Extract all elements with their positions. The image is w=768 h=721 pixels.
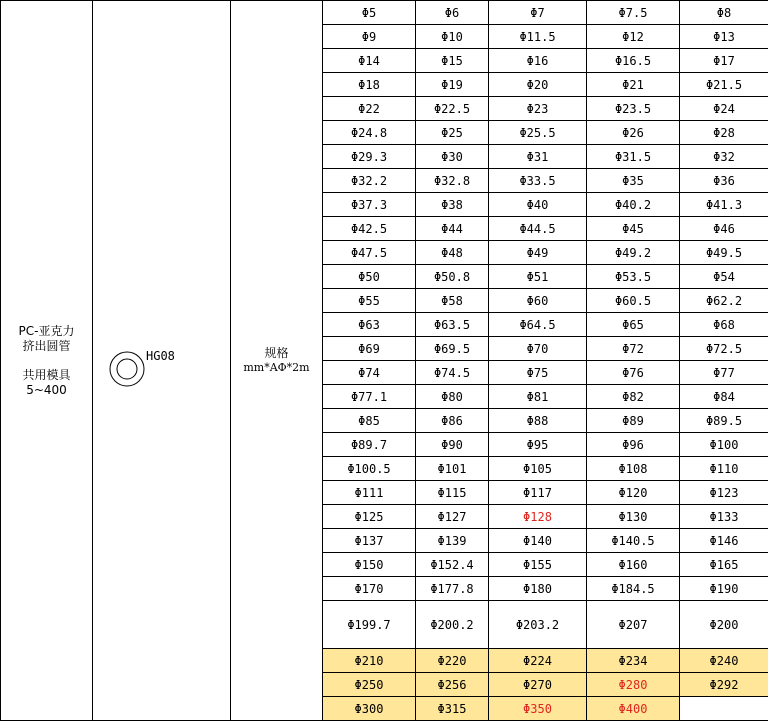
size-cell: Φ170 [323, 577, 416, 601]
size-cell: Φ7 [489, 1, 587, 25]
size-cell: Φ240 [680, 649, 768, 673]
size-cell: Φ25 [416, 121, 489, 145]
size-cell: Φ44 [416, 217, 489, 241]
size-cell: Φ48 [416, 241, 489, 265]
size-cell: Φ12 [587, 25, 680, 49]
size-cell: Φ77 [680, 361, 768, 385]
mold-note-line1: 共用模具 [22, 368, 70, 382]
size-cell: Φ146 [680, 529, 768, 553]
size-cell: Φ280 [587, 673, 680, 697]
product-code: HG08 [146, 349, 175, 363]
size-cell: Φ292 [680, 673, 768, 697]
size-cell: Φ120 [587, 481, 680, 505]
size-cell: Φ200.2 [416, 601, 489, 649]
size-cell: Φ64.5 [489, 313, 587, 337]
size-cell: Φ25.5 [489, 121, 587, 145]
size-cell: Φ63 [323, 313, 416, 337]
size-cell: Φ74.5 [416, 361, 489, 385]
size-cell: Φ58 [416, 289, 489, 313]
size-cell: Φ6 [416, 1, 489, 25]
size-cell: Φ89.5 [680, 409, 768, 433]
size-cell: Φ22.5 [416, 97, 489, 121]
size-cell: Φ77.1 [323, 385, 416, 409]
size-cell: Φ23 [489, 97, 587, 121]
size-cell: Φ11.5 [489, 25, 587, 49]
size-cell: Φ108 [587, 457, 680, 481]
size-cell: Φ76 [587, 361, 680, 385]
size-cell: Φ111 [323, 481, 416, 505]
size-cell: Φ60 [489, 289, 587, 313]
size-cell: Φ62.2 [680, 289, 768, 313]
size-cell: Φ152.4 [416, 553, 489, 577]
size-cell: Φ117 [489, 481, 587, 505]
product-image-cell [93, 1, 231, 721]
size-cell: Φ72 [587, 337, 680, 361]
size-cell: Φ177.8 [416, 577, 489, 601]
size-cell: Φ200 [680, 601, 768, 649]
size-cell: Φ35 [587, 169, 680, 193]
size-cell: Φ36 [680, 169, 768, 193]
size-cell: Φ400 [587, 697, 680, 721]
size-cell: Φ160 [587, 553, 680, 577]
size-cell: Φ90 [416, 433, 489, 457]
size-cell: Φ54 [680, 265, 768, 289]
spec-format: mm*AΦ*2m [231, 361, 322, 375]
size-cell: Φ110 [680, 457, 768, 481]
size-cell: Φ137 [323, 529, 416, 553]
spec-table-body [1, 1, 768, 721]
size-cell: Φ41.3 [680, 193, 768, 217]
size-cell: Φ101 [416, 457, 489, 481]
table-row [1, 1, 768, 25]
size-cell: Φ315 [416, 697, 489, 721]
mold-note [1, 368, 92, 398]
size-cell: Φ40.2 [587, 193, 680, 217]
size-cell: Φ128 [489, 505, 587, 529]
size-cell: Φ70 [489, 337, 587, 361]
size-cell: Φ29.3 [323, 145, 416, 169]
tube-inner-ring [117, 359, 137, 379]
size-cell: Φ207 [587, 601, 680, 649]
size-cell: Φ16 [489, 49, 587, 73]
size-cell: Φ13 [680, 25, 768, 49]
category-cell [1, 1, 93, 721]
size-cell: Φ69 [323, 337, 416, 361]
size-cell: Φ65 [587, 313, 680, 337]
size-cell: Φ82 [587, 385, 680, 409]
size-cell: Φ10 [416, 25, 489, 49]
size-cell: Φ42.5 [323, 217, 416, 241]
size-cell: Φ24 [680, 97, 768, 121]
size-cell: Φ49.2 [587, 241, 680, 265]
size-cell: Φ190 [680, 577, 768, 601]
size-cell: Φ350 [489, 697, 587, 721]
size-cell: Φ30 [416, 145, 489, 169]
size-cell: Φ23.5 [587, 97, 680, 121]
size-cell: Φ50 [323, 265, 416, 289]
size-cell: Φ81 [489, 385, 587, 409]
size-cell: Φ300 [323, 697, 416, 721]
size-cell: Φ49.5 [680, 241, 768, 265]
size-cell: Φ140.5 [587, 529, 680, 553]
size-cell [680, 697, 768, 721]
size-cell: Φ69.5 [416, 337, 489, 361]
size-cell: Φ63.5 [416, 313, 489, 337]
size-cell: Φ127 [416, 505, 489, 529]
tube-outer-ring [110, 352, 144, 386]
size-cell: Φ224 [489, 649, 587, 673]
size-cell: Φ28 [680, 121, 768, 145]
size-cell: Φ165 [680, 553, 768, 577]
size-cell: Φ133 [680, 505, 768, 529]
size-cell: Φ50.8 [416, 265, 489, 289]
size-cell: Φ72.5 [680, 337, 768, 361]
category-title-line2: 挤出圆管 [22, 339, 70, 353]
size-cell: Φ9 [323, 25, 416, 49]
size-cell: Φ18 [323, 73, 416, 97]
category-title-line1: PC-亚克力 [19, 324, 75, 338]
size-cell: Φ84 [680, 385, 768, 409]
size-cell: Φ234 [587, 649, 680, 673]
size-cell: Φ26 [587, 121, 680, 145]
size-cell: Φ74 [323, 361, 416, 385]
spec-label: 规格 [231, 346, 322, 361]
size-cell: Φ155 [489, 553, 587, 577]
size-cell: Φ180 [489, 577, 587, 601]
size-cell: Φ115 [416, 481, 489, 505]
size-cell: Φ17 [680, 49, 768, 73]
size-cell: Φ32 [680, 145, 768, 169]
size-cell: Φ123 [680, 481, 768, 505]
size-cell: Φ270 [489, 673, 587, 697]
category-title [1, 324, 92, 354]
size-cell: Φ139 [416, 529, 489, 553]
size-cell: Φ7.5 [587, 1, 680, 25]
size-cell: Φ96 [587, 433, 680, 457]
size-cell: Φ21.5 [680, 73, 768, 97]
size-cell: Φ22 [323, 97, 416, 121]
size-cell: Φ19 [416, 73, 489, 97]
size-cell: Φ68 [680, 313, 768, 337]
mold-note-line2: 5~400 [26, 383, 67, 397]
size-cell: Φ150 [323, 553, 416, 577]
size-cell: Φ210 [323, 649, 416, 673]
size-cell: Φ89 [587, 409, 680, 433]
size-cell: Φ46 [680, 217, 768, 241]
size-cell: Φ16.5 [587, 49, 680, 73]
size-cell: Φ125 [323, 505, 416, 529]
size-cell: Φ85 [323, 409, 416, 433]
size-cell: Φ199.7 [323, 601, 416, 649]
size-cell: Φ105 [489, 457, 587, 481]
size-cell: Φ256 [416, 673, 489, 697]
size-cell: Φ95 [489, 433, 587, 457]
size-cell: Φ38 [416, 193, 489, 217]
size-cell: Φ20 [489, 73, 587, 97]
size-cell: Φ45 [587, 217, 680, 241]
size-cell: Φ49 [489, 241, 587, 265]
size-cell: Φ32.8 [416, 169, 489, 193]
size-cell: Φ33.5 [489, 169, 587, 193]
size-cell: Φ203.2 [489, 601, 587, 649]
size-cell: Φ130 [587, 505, 680, 529]
size-cell: Φ100.5 [323, 457, 416, 481]
size-cell: Φ15 [416, 49, 489, 73]
size-cell: Φ32.2 [323, 169, 416, 193]
size-cell: Φ55 [323, 289, 416, 313]
size-cell: Φ100 [680, 433, 768, 457]
spec-label-cell [231, 1, 323, 721]
size-cell: Φ250 [323, 673, 416, 697]
size-cell: Φ47.5 [323, 241, 416, 265]
size-cell: Φ8 [680, 1, 768, 25]
size-cell: Φ60.5 [587, 289, 680, 313]
size-cell: Φ88 [489, 409, 587, 433]
size-cell: Φ51 [489, 265, 587, 289]
size-cell: Φ80 [416, 385, 489, 409]
size-cell: Φ89.7 [323, 433, 416, 457]
size-cell: Φ75 [489, 361, 587, 385]
size-cell: Φ220 [416, 649, 489, 673]
size-cell: Φ44.5 [489, 217, 587, 241]
size-cell: Φ86 [416, 409, 489, 433]
size-cell: Φ24.8 [323, 121, 416, 145]
size-cell: Φ21 [587, 73, 680, 97]
size-cell: Φ140 [489, 529, 587, 553]
size-cell: Φ14 [323, 49, 416, 73]
size-cell: Φ40 [489, 193, 587, 217]
size-cell: Φ31.5 [587, 145, 680, 169]
size-cell: Φ53.5 [587, 265, 680, 289]
size-cell: Φ31 [489, 145, 587, 169]
size-cell: Φ37.3 [323, 193, 416, 217]
size-cell: Φ5 [323, 1, 416, 25]
size-cell: Φ184.5 [587, 577, 680, 601]
